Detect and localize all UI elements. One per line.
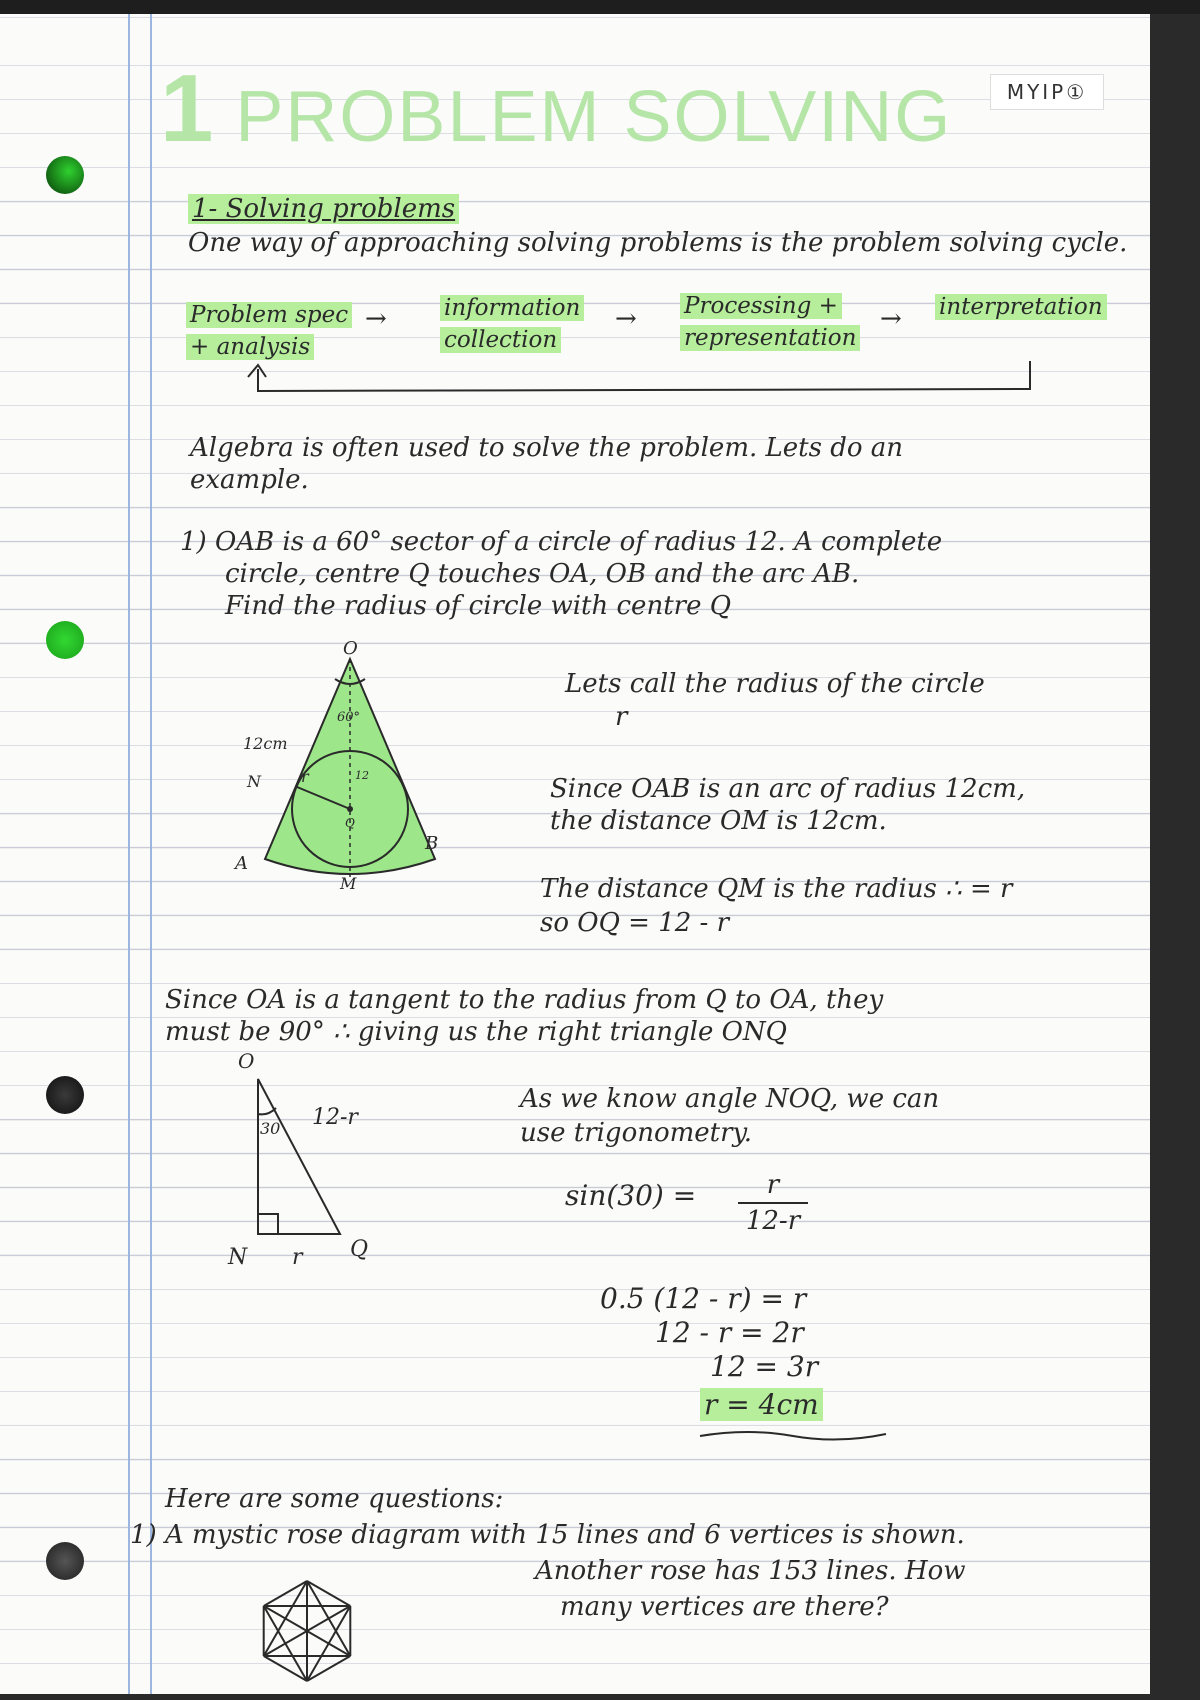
- section-intro: One way of approaching solving problems is the problem solving cycle.: [188, 228, 1128, 258]
- right-triangle-diagram: [210, 1044, 390, 1270]
- answer-underline: [698, 1426, 888, 1446]
- top-edge-strip: [0, 0, 1200, 14]
- working-line-6: so OQ = 12 - r: [540, 908, 730, 938]
- final-answer: r = 4cm: [700, 1388, 823, 1421]
- working-line-3: Since OAB is an arc of radius 12cm,: [550, 774, 1026, 804]
- binder-hole-3: [46, 1076, 84, 1114]
- working-line-2: r: [615, 702, 628, 732]
- cycle-step-2: information collection: [440, 292, 584, 356]
- label-q: Q: [345, 816, 355, 830]
- sector-diagram: [235, 638, 439, 893]
- label-angle-60: 60°: [337, 710, 361, 725]
- label-n: N: [247, 772, 261, 791]
- triangle-shape: [258, 1079, 340, 1234]
- title-text: PROBLEM SOLVING: [235, 77, 953, 157]
- tangent-note: Since OA is a tangent to the radius from Q to OA, they must be 90° ∴ giving us the right triangle ONQ: [165, 985, 884, 1047]
- tri-label-q: Q: [350, 1237, 369, 1262]
- questions-heading: Here are some questions:: [165, 1484, 504, 1514]
- cycle-return-arrow: [240, 349, 1040, 399]
- corner-label: MYIP①: [990, 74, 1104, 110]
- fraction-numerator: r: [766, 1170, 780, 1200]
- question-2-line-3: many vertices are there?: [560, 1592, 889, 1622]
- tri-label-o: O: [238, 1049, 255, 1073]
- binder-hole-2: [46, 621, 84, 659]
- cycle-step-3: Processing + representation: [680, 290, 860, 354]
- centre-q-dot: [347, 806, 353, 812]
- tri-label-hyp: 12-r: [312, 1105, 358, 1130]
- question-2-line-2: Another rose has 153 lines. How: [535, 1556, 966, 1586]
- sin-equation-lhs: sin(30) =: [565, 1179, 697, 1212]
- label-12cm: 12cm: [243, 734, 288, 753]
- label-r: r: [301, 767, 309, 786]
- title-number: 1: [160, 55, 216, 162]
- notebook-page: [0, 14, 1150, 1694]
- binder-hole-4: [46, 1542, 84, 1580]
- tri-label-n: N: [228, 1245, 248, 1270]
- cycle-step-1: Problem spec + analysis: [186, 299, 352, 363]
- cycle-arrow-1: →: [365, 304, 387, 334]
- label-o: O: [343, 638, 358, 659]
- sin-fraction: [738, 1170, 808, 1236]
- trig-intro: As we know angle NOQ, we can use trigonometry.: [520, 1084, 940, 1148]
- mystic-rose-diagram: [245, 1574, 370, 1689]
- label-b: B: [425, 833, 439, 854]
- working-line-1: Lets call the radius of the circle: [565, 669, 985, 699]
- fraction-denominator: 12-r: [745, 1206, 801, 1236]
- page-title: [160, 54, 952, 164]
- solve-step-3: 12 = 3r: [710, 1350, 819, 1383]
- cycle-step-4: interpretation: [935, 294, 1107, 320]
- working-line-4: the distance OM is 12cm.: [550, 806, 887, 836]
- margin-line-right: [150, 14, 152, 1694]
- solve-step-1: 0.5 (12 - r) = r: [600, 1282, 807, 1315]
- tri-label-angle: 30: [260, 1119, 281, 1138]
- binder-hole-1: [46, 156, 84, 194]
- label-12: 12: [355, 769, 369, 782]
- solve-step-2: 12 - r = 2r: [655, 1316, 804, 1349]
- mystic-rose-lines: [264, 1581, 351, 1681]
- fraction-bar: [738, 1202, 808, 1204]
- working-line-5: The distance QM is the radius ∴ = r: [540, 874, 1013, 904]
- section-heading: 1- Solving problems: [188, 194, 459, 224]
- margin-line-left: [128, 14, 130, 1694]
- cycle-arrow-2: →: [615, 304, 637, 334]
- label-m: M: [340, 874, 357, 893]
- label-a: A: [235, 853, 248, 874]
- tri-label-r: r: [292, 1245, 303, 1270]
- right-angle-marker: [258, 1214, 278, 1234]
- question-2-line-1: 1) A mystic rose diagram with 15 lines and 6 vertices is shown.: [130, 1520, 965, 1550]
- algebra-note: Algebra is often used to solve the problem. Lets do an example.: [190, 433, 904, 495]
- cycle-arrow-3: →: [880, 304, 902, 334]
- question-1-text: 1) OAB is a 60° sector of a circle of radius 12. A complete circle, centre Q touches OA, OB and the arc AB. Find the radius of circle with centre Q: [180, 527, 943, 621]
